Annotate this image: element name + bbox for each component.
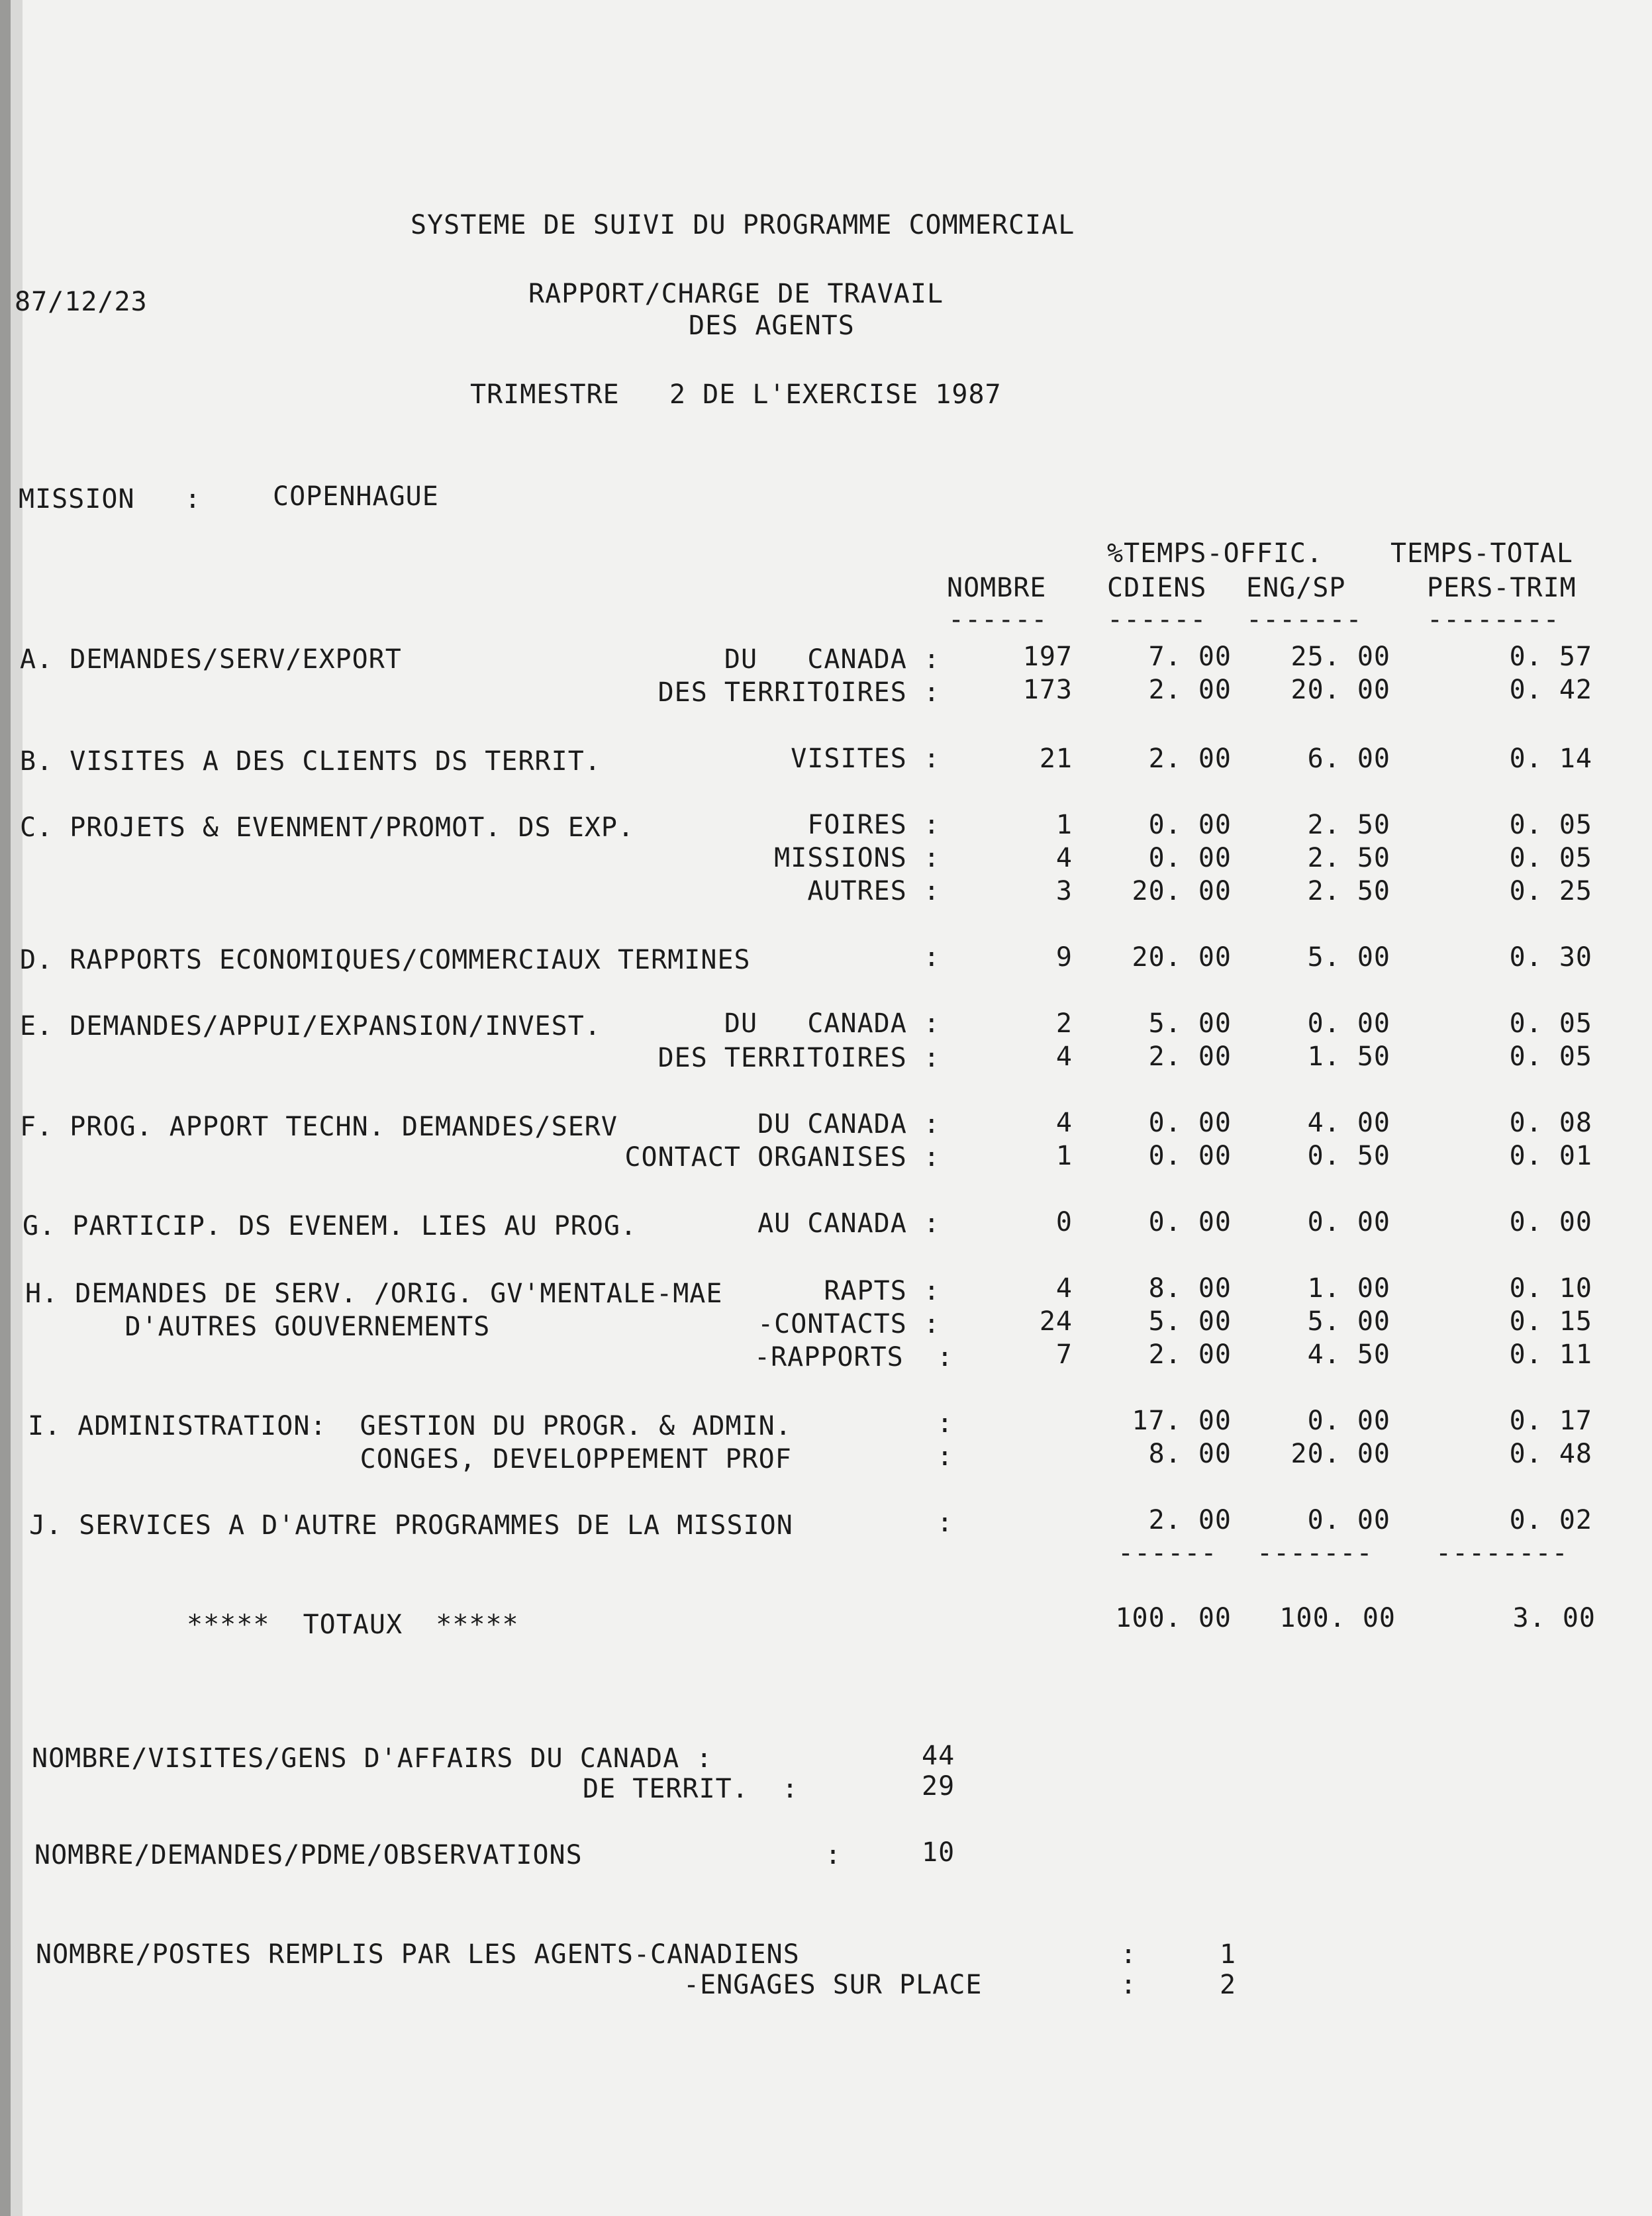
column-underline-nombre: ------ <box>948 604 1048 635</box>
row-c3-nombre: 3 <box>1055 876 1073 906</box>
row-e-subcategory: DU CANADA : <box>724 1008 940 1039</box>
row-c-perstrim: 0. 05 <box>1509 810 1592 840</box>
row-i-engsp: 0. 00 <box>1307 1406 1390 1436</box>
row-h-category: H. DEMANDES DE SERV. /ORIG. GV'MENTALE-MAE <box>25 1278 723 1309</box>
row-a2-engsp: 20. 00 <box>1290 675 1390 705</box>
row-i2-category: CONGES, DEVELOPPEMENT PROF <box>28 1444 792 1474</box>
row-g-category: G. PARTICIP. DS EVENEM. LIES AU PROG. <box>23 1211 638 1241</box>
row-g-subcategory: AU CANADA : <box>757 1208 940 1239</box>
row-b-category: B. VISITES A DES CLIENTS DS TERRIT. <box>20 746 601 777</box>
column-header-nombre: NOMBRE <box>947 573 1047 603</box>
column-header-eng-sp: ENG/SP <box>1246 573 1346 603</box>
footer-visites-canada: 44 <box>922 1741 955 1771</box>
column-header-pct-temps-offic: %TEMPS-OFFIC. <box>1107 538 1324 569</box>
row-c-subcategory: FOIRES : <box>807 810 940 840</box>
row-e-engsp: 0. 00 <box>1307 1008 1390 1039</box>
row-d-perstrim: 0. 30 <box>1509 942 1592 973</box>
footer-demandes-label: NOMBRE/DEMANDES/PDME/OBSERVATIONS <box>34 1840 583 1870</box>
row-h-subcategory: RAPTS : <box>824 1276 940 1306</box>
totals-perstrim: 3. 00 <box>1512 1603 1596 1633</box>
totals-underline-cdiens: ------ <box>1118 1538 1218 1568</box>
footer-visites-label: NOMBRE/VISITES/GENS D'AFFAIRS DU CANADA : <box>32 1743 713 1774</box>
row-a-subcategory: DU CANADA : <box>724 644 940 675</box>
row-f2-subcategory: CONTACT ORGANISES : <box>624 1142 940 1173</box>
row-c3-perstrim: 0. 25 <box>1509 876 1592 906</box>
footer-demandes-value: 10 <box>922 1837 955 1868</box>
row-d-nombre: 9 <box>1055 942 1073 973</box>
row-a2-subcategory: DES TERRITOIRES : <box>657 677 940 708</box>
row-d-cdiens: 20. 00 <box>1132 942 1232 973</box>
column-header-pers-trim: PERS-TRIM <box>1427 573 1577 603</box>
row-f2-nombre: 1 <box>1055 1141 1073 1171</box>
row-e-cdiens: 5. 00 <box>1148 1008 1232 1039</box>
row-h3-subcategory: -RAPPORTS : <box>754 1342 953 1373</box>
row-e2-perstrim: 0. 05 <box>1509 1041 1592 1072</box>
totals-cdiens: 100. 00 <box>1115 1603 1232 1633</box>
row-f-cdiens: 0. 00 <box>1148 1108 1232 1138</box>
row-e2-engsp: 1. 50 <box>1307 1041 1390 1072</box>
row-b-engsp: 6. 00 <box>1307 744 1390 774</box>
row-c2-perstrim: 0. 05 <box>1509 843 1592 873</box>
row-j-cdiens: 2. 00 <box>1148 1505 1232 1535</box>
column-header-temps-total: TEMPS-TOTAL <box>1390 538 1573 569</box>
row-a-perstrim: 0. 57 <box>1509 642 1592 672</box>
row-i-subcategory: : <box>936 1408 953 1439</box>
row-e-perstrim: 0. 05 <box>1509 1008 1592 1039</box>
footer-postes-colon2: : <box>1120 1970 1138 2000</box>
row-j-engsp: 0. 00 <box>1307 1505 1390 1535</box>
column-underline-cdiens: ------ <box>1107 604 1207 635</box>
row-h-perstrim: 0. 10 <box>1509 1273 1592 1304</box>
report-period: TRIMESTRE 2 DE L'EXERCISE 1987 <box>470 379 1002 410</box>
row-h3-nombre: 7 <box>1055 1339 1073 1370</box>
row-f-category: F. PROG. APPORT TECHN. DEMANDES/SERV <box>20 1112 618 1142</box>
row-c2-engsp: 2. 50 <box>1307 843 1390 873</box>
totals-engsp: 100. 00 <box>1279 1603 1396 1633</box>
row-a-engsp: 25. 00 <box>1290 642 1390 672</box>
column-header-cdiens: CDIENS <box>1107 573 1207 603</box>
row-h3-engsp: 4. 50 <box>1307 1339 1390 1370</box>
row-c2-nombre: 4 <box>1055 843 1073 873</box>
row-h2-category: D'AUTRES GOUVERNEMENTS <box>25 1312 491 1342</box>
totals-underline-perstrim: -------- <box>1435 1538 1569 1568</box>
footer-visites-territ-label: DE TERRIT. : <box>583 1774 799 1804</box>
row-f-subcategory: DU CANADA : <box>757 1109 940 1139</box>
row-j-category: J. SERVICES A D'AUTRE PROGRAMMES DE LA MISSION <box>29 1510 793 1541</box>
row-g-engsp: 0. 00 <box>1307 1207 1390 1237</box>
row-h3-perstrim: 0. 11 <box>1509 1339 1592 1370</box>
row-h3-cdiens: 2. 00 <box>1148 1339 1232 1370</box>
row-c-engsp: 2. 50 <box>1307 810 1390 840</box>
row-j-subcategory: : <box>936 1508 953 1538</box>
row-a-nombre: 197 <box>1022 642 1073 672</box>
row-h2-perstrim: 0. 15 <box>1509 1306 1592 1337</box>
row-i-perstrim: 0. 17 <box>1509 1406 1592 1436</box>
row-a2-perstrim: 0. 42 <box>1509 675 1592 705</box>
row-j-perstrim: 0. 02 <box>1509 1505 1592 1535</box>
row-h2-subcategory: -CONTACTS : <box>757 1309 940 1339</box>
mission-label: MISSION : <box>19 484 201 514</box>
row-c3-engsp: 2. 50 <box>1307 876 1390 906</box>
row-h-cdiens: 8. 00 <box>1148 1273 1232 1304</box>
row-a2-cdiens: 2. 00 <box>1148 675 1232 705</box>
footer-postes-colon1: : <box>1120 1939 1138 1970</box>
footer-visites-territ: 29 <box>922 1771 955 1802</box>
report-date: 87/12/23 <box>15 287 148 317</box>
row-f2-engsp: 0. 50 <box>1307 1141 1390 1171</box>
report-title-line1: RAPPORT/CHARGE DE TRAVAIL <box>528 279 944 309</box>
row-e2-subcategory: DES TERRITOIRES : <box>657 1043 940 1073</box>
row-b-subcategory: VISITES : <box>791 744 940 774</box>
row-f-engsp: 4. 00 <box>1307 1108 1390 1138</box>
row-b-nombre: 21 <box>1039 744 1073 774</box>
row-g-cdiens: 0. 00 <box>1148 1207 1232 1237</box>
row-b-perstrim: 0. 14 <box>1509 744 1592 774</box>
row-c-nombre: 1 <box>1055 810 1073 840</box>
row-d-category: D. RAPPORTS ECONOMIQUES/COMMERCIAUX TERMINES <box>20 945 751 975</box>
row-c2-subcategory: MISSIONS : <box>774 843 940 873</box>
row-e2-cdiens: 2. 00 <box>1148 1041 1232 1072</box>
row-a2-nombre: 173 <box>1022 675 1073 705</box>
row-i2-perstrim: 0. 48 <box>1509 1439 1592 1469</box>
row-h-engsp: 1. 00 <box>1307 1273 1390 1304</box>
row-b-cdiens: 2. 00 <box>1148 744 1232 774</box>
row-e-category: E. DEMANDES/APPUI/EXPANSION/INVEST. <box>20 1011 601 1041</box>
footer-postes-canadiens: 1 <box>1220 1939 1237 1970</box>
row-h2-nombre: 24 <box>1039 1306 1073 1337</box>
row-f-perstrim: 0. 08 <box>1509 1108 1592 1138</box>
report-title-line2: DES AGENTS <box>689 311 855 341</box>
page-binding-shadow <box>11 0 23 2216</box>
row-a-cdiens: 7. 00 <box>1148 642 1232 672</box>
row-g-nombre: 0 <box>1055 1207 1073 1237</box>
row-i-category: I. ADMINISTRATION: GESTION DU PROGR. & ADMIN. <box>28 1411 792 1441</box>
row-c-cdiens: 0. 00 <box>1148 810 1232 840</box>
column-underline-eng-sp: ------- <box>1246 604 1363 635</box>
row-c3-subcategory: AUTRES : <box>807 876 940 906</box>
row-d-subcategory: : <box>923 942 940 973</box>
row-g-perstrim: 0. 00 <box>1509 1207 1592 1237</box>
row-d-engsp: 5. 00 <box>1307 942 1390 973</box>
row-c-category: C. PROJETS & EVENMENT/PROMOT. DS EXP. <box>20 812 635 843</box>
footer-postes-label: NOMBRE/POSTES REMPLIS PAR LES AGENTS-CANADIENS <box>36 1939 800 1970</box>
mission-value: COPENHAGUE <box>273 481 439 512</box>
column-underline-pers-trim: -------- <box>1427 604 1560 635</box>
row-e2-nombre: 4 <box>1055 1041 1073 1072</box>
row-f2-cdiens: 0. 00 <box>1148 1141 1232 1171</box>
page-binding-edge <box>0 0 11 2216</box>
row-h-nombre: 4 <box>1055 1273 1073 1304</box>
row-e-nombre: 2 <box>1055 1008 1073 1039</box>
row-c2-cdiens: 0. 00 <box>1148 843 1232 873</box>
row-i2-cdiens: 8. 00 <box>1148 1439 1232 1469</box>
row-h2-engsp: 5. 00 <box>1307 1306 1390 1337</box>
totals-underline-engsp: ------- <box>1257 1538 1373 1568</box>
footer-demandes-colon: : <box>825 1840 842 1870</box>
row-i-cdiens: 17. 00 <box>1132 1406 1232 1436</box>
row-a-category: A. DEMANDES/SERV/EXPORT <box>20 644 402 675</box>
totals-label: ***** TOTAUX ***** <box>187 1610 519 1640</box>
report-system-title: SYSTEME DE SUIVI DU PROGRAMME COMMERCIAL <box>411 210 1075 240</box>
footer-postes-place: 2 <box>1220 1970 1237 2000</box>
row-h2-cdiens: 5. 00 <box>1148 1306 1232 1337</box>
row-c3-cdiens: 20. 00 <box>1132 876 1232 906</box>
row-f-nombre: 4 <box>1055 1108 1073 1138</box>
row-i2-subcategory: : <box>936 1441 953 1472</box>
footer-postes-place-label: -ENGAGES SUR PLACE <box>683 1970 983 2000</box>
row-f2-perstrim: 0. 01 <box>1509 1141 1592 1171</box>
row-i2-engsp: 20. 00 <box>1290 1439 1390 1469</box>
